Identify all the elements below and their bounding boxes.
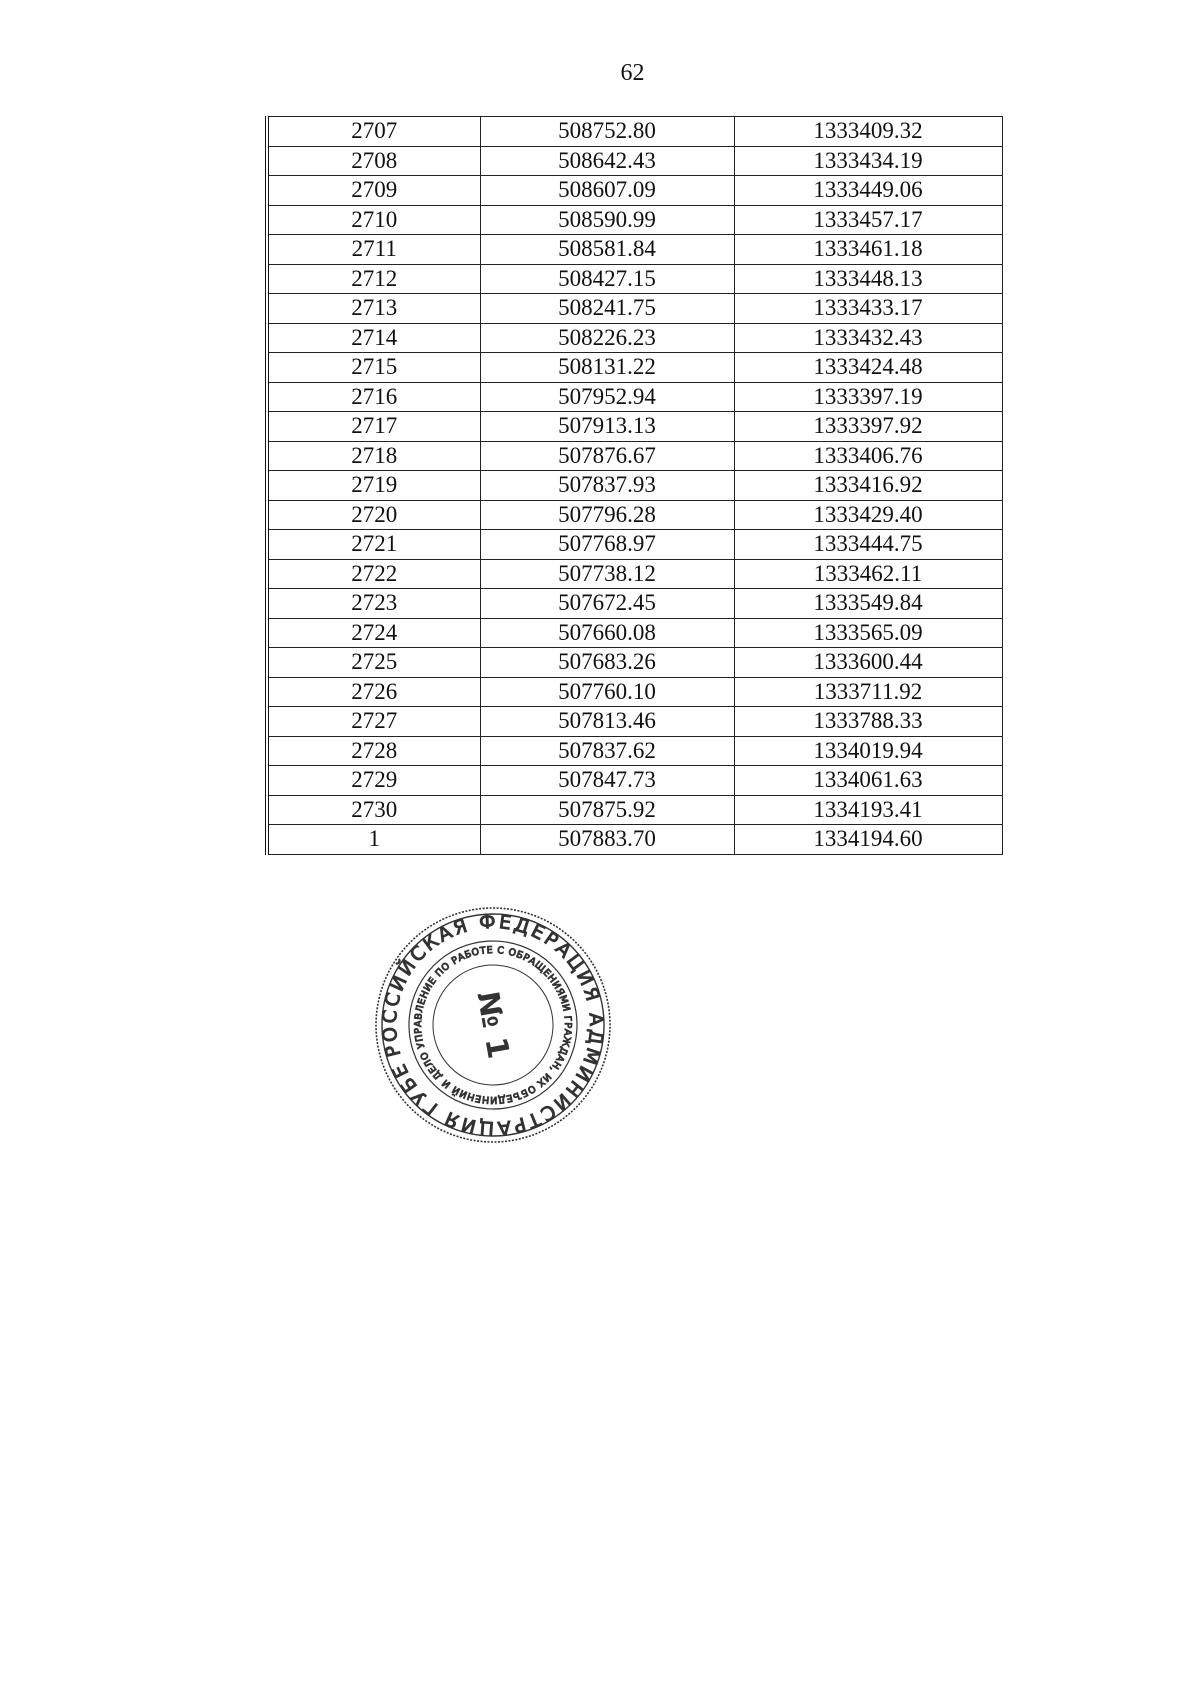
x-coordinate-cell: 507672.45 bbox=[480, 589, 734, 619]
y-coordinate-cell: 1333448.13 bbox=[734, 264, 1002, 294]
coordinates-table bbox=[265, 116, 1003, 855]
point-number-cell: 2710 bbox=[267, 205, 480, 235]
coordinates-table-body bbox=[267, 117, 1002, 855]
y-coordinate-cell: 1333457.17 bbox=[734, 205, 1002, 235]
point-number-cell: 2715 bbox=[267, 353, 480, 383]
point-number-cell: 2711 bbox=[267, 235, 480, 265]
y-coordinate-cell: 1333449.06 bbox=[734, 176, 1002, 206]
point-number-cell: 2724 bbox=[267, 618, 480, 648]
table-row bbox=[267, 795, 1002, 825]
table-row bbox=[267, 471, 1002, 501]
x-coordinate-cell: 507883.70 bbox=[480, 825, 734, 855]
y-coordinate-cell: 1333416.92 bbox=[734, 471, 1002, 501]
y-coordinate-cell: 1333788.33 bbox=[734, 707, 1002, 737]
y-coordinate-cell: 1333406.76 bbox=[734, 441, 1002, 471]
point-number-cell: 2730 bbox=[267, 795, 480, 825]
table-row bbox=[267, 235, 1002, 265]
point-number-cell: 2707 bbox=[267, 117, 480, 147]
seal-outer-text: РОССИЙСКАЯ ФЕДЕРАЦИЯ АДМИНИСТРАЦИЯ ГУБЕРНАТОРА bbox=[378, 910, 608, 1140]
official-seal-stamp bbox=[373, 905, 613, 1145]
y-coordinate-cell: 1333549.84 bbox=[734, 589, 1002, 619]
x-coordinate-cell: 507876.67 bbox=[480, 441, 734, 471]
y-coordinate-cell: 1334061.63 bbox=[734, 766, 1002, 796]
x-coordinate-cell: 508752.80 bbox=[480, 117, 734, 147]
point-number-cell: 2713 bbox=[267, 294, 480, 324]
x-coordinate-cell: 508131.22 bbox=[480, 353, 734, 383]
x-coordinate-cell: 507768.97 bbox=[480, 530, 734, 560]
point-number-cell: 2720 bbox=[267, 500, 480, 530]
x-coordinate-cell: 508427.15 bbox=[480, 264, 734, 294]
table-row bbox=[267, 825, 1002, 855]
x-coordinate-cell: 508581.84 bbox=[480, 235, 734, 265]
y-coordinate-cell: 1333397.92 bbox=[734, 412, 1002, 442]
table-row bbox=[267, 264, 1002, 294]
table-row bbox=[267, 530, 1002, 560]
y-coordinate-cell: 1333397.19 bbox=[734, 382, 1002, 412]
x-coordinate-cell: 507796.28 bbox=[480, 500, 734, 530]
point-number-cell: 2716 bbox=[267, 382, 480, 412]
table-row bbox=[267, 323, 1002, 353]
y-coordinate-cell: 1333444.75 bbox=[734, 530, 1002, 560]
table-row bbox=[267, 677, 1002, 707]
x-coordinate-cell: 508241.75 bbox=[480, 294, 734, 324]
point-number-cell: 2729 bbox=[267, 766, 480, 796]
seal-center-number: № 1 bbox=[469, 988, 516, 1062]
point-number-cell: 2727 bbox=[267, 707, 480, 737]
table-row bbox=[267, 441, 1002, 471]
point-number-cell: 2719 bbox=[267, 471, 480, 501]
y-coordinate-cell: 1333434.19 bbox=[734, 146, 1002, 176]
point-number-cell: 2709 bbox=[267, 176, 480, 206]
point-number-cell: 2714 bbox=[267, 323, 480, 353]
point-number-cell: 2721 bbox=[267, 530, 480, 560]
table-row bbox=[267, 205, 1002, 235]
table-row bbox=[267, 146, 1002, 176]
point-number-cell: 2726 bbox=[267, 677, 480, 707]
y-coordinate-cell: 1333429.40 bbox=[734, 500, 1002, 530]
table-row bbox=[267, 736, 1002, 766]
y-coordinate-cell: 1333462.11 bbox=[734, 559, 1002, 589]
table-row bbox=[267, 294, 1002, 324]
x-coordinate-cell: 507683.26 bbox=[480, 648, 734, 678]
table-row bbox=[267, 500, 1002, 530]
x-coordinate-cell: 507837.62 bbox=[480, 736, 734, 766]
seal-inner-text: УПРАВЛЕНИЕ ПО РАБОТЕ С ОБРАЩЕНИЯМИ ГРАЖДАН, ИХ ОБЪЕДИНЕНИЙ И ДЕЛОПРОИЗВОДСТВА bbox=[412, 944, 574, 1106]
x-coordinate-cell: 507660.08 bbox=[480, 618, 734, 648]
y-coordinate-cell: 1334019.94 bbox=[734, 736, 1002, 766]
x-coordinate-cell: 507738.12 bbox=[480, 559, 734, 589]
table-row bbox=[267, 707, 1002, 737]
y-coordinate-cell: 1333409.32 bbox=[734, 117, 1002, 147]
point-number-cell: 2708 bbox=[267, 146, 480, 176]
x-coordinate-cell: 507913.13 bbox=[480, 412, 734, 442]
x-coordinate-cell: 507837.93 bbox=[480, 471, 734, 501]
x-coordinate-cell: 508607.09 bbox=[480, 176, 734, 206]
table-row bbox=[267, 117, 1002, 147]
point-number-cell: 2723 bbox=[267, 589, 480, 619]
y-coordinate-cell: 1333432.43 bbox=[734, 323, 1002, 353]
table-row bbox=[267, 353, 1002, 383]
point-number-cell: 2718 bbox=[267, 441, 480, 471]
point-number-cell: 2728 bbox=[267, 736, 480, 766]
page-number: 62 bbox=[620, 60, 645, 86]
y-coordinate-cell: 1333565.09 bbox=[734, 618, 1002, 648]
y-coordinate-cell: 1333433.17 bbox=[734, 294, 1002, 324]
x-coordinate-cell: 507952.94 bbox=[480, 382, 734, 412]
x-coordinate-cell: 508226.23 bbox=[480, 323, 734, 353]
x-coordinate-cell: 507847.73 bbox=[480, 766, 734, 796]
table-row bbox=[267, 618, 1002, 648]
y-coordinate-cell: 1333711.92 bbox=[734, 677, 1002, 707]
x-coordinate-cell: 508642.43 bbox=[480, 146, 734, 176]
x-coordinate-cell: 508590.99 bbox=[480, 205, 734, 235]
point-number-cell: 2722 bbox=[267, 559, 480, 589]
y-coordinate-cell: 1334193.41 bbox=[734, 795, 1002, 825]
y-coordinate-cell: 1333461.18 bbox=[734, 235, 1002, 265]
x-coordinate-cell: 507760.10 bbox=[480, 677, 734, 707]
point-number-cell: 1 bbox=[267, 825, 480, 855]
table-row bbox=[267, 176, 1002, 206]
y-coordinate-cell: 1334194.60 bbox=[734, 825, 1002, 855]
x-coordinate-cell: 507875.92 bbox=[480, 795, 734, 825]
table-row bbox=[267, 589, 1002, 619]
y-coordinate-cell: 1333600.44 bbox=[734, 648, 1002, 678]
table-row bbox=[267, 382, 1002, 412]
y-coordinate-cell: 1333424.48 bbox=[734, 353, 1002, 383]
point-number-cell: 2725 bbox=[267, 648, 480, 678]
x-coordinate-cell: 507813.46 bbox=[480, 707, 734, 737]
point-number-cell: 2712 bbox=[267, 264, 480, 294]
table-row bbox=[267, 766, 1002, 796]
table-row bbox=[267, 648, 1002, 678]
table-row bbox=[267, 559, 1002, 589]
table-row bbox=[267, 412, 1002, 442]
point-number-cell: 2717 bbox=[267, 412, 480, 442]
